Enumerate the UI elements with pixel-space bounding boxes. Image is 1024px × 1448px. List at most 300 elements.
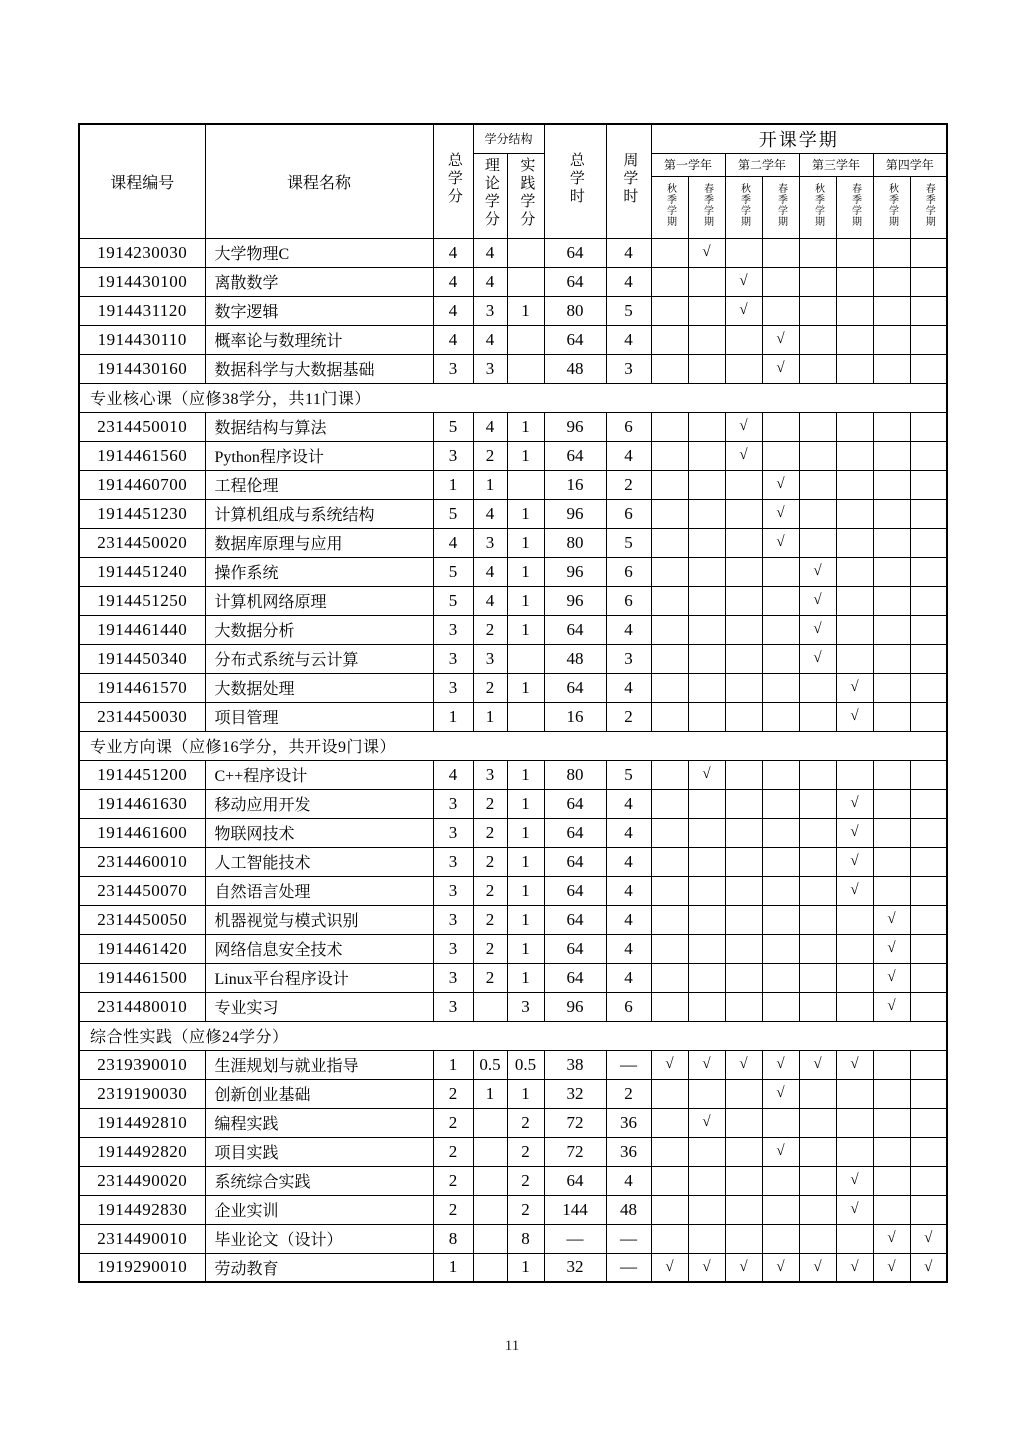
course-id-cell: 2314450020 bbox=[79, 528, 205, 557]
semester-mark-cell bbox=[688, 789, 725, 818]
theory-credits-cell bbox=[473, 1195, 507, 1224]
semester-mark-cell bbox=[799, 1108, 836, 1137]
course-id-cell: 1914492820 bbox=[79, 1137, 205, 1166]
course-id-cell: 2314450010 bbox=[79, 412, 205, 441]
semester-mark-cell bbox=[651, 615, 688, 644]
practice-credits-cell: 1 bbox=[507, 934, 544, 963]
theory-credits-cell: 3 bbox=[473, 296, 507, 325]
header-theory-credits-label: 理论学分 bbox=[482, 157, 499, 229]
course-row bbox=[79, 992, 947, 1021]
semester-mark-cell bbox=[873, 644, 910, 673]
semester-mark-cell bbox=[688, 818, 725, 847]
theory-credits-cell: 1 bbox=[473, 702, 507, 731]
semester-mark-cell: √ bbox=[836, 702, 873, 731]
total-credits-cell: 3 bbox=[433, 905, 473, 934]
semester-mark-cell bbox=[688, 528, 725, 557]
theory-credits-cell: 2 bbox=[473, 615, 507, 644]
course-name-cell: 网络信息安全技术 bbox=[205, 934, 433, 963]
semester-mark-cell bbox=[873, 557, 910, 586]
semester-mark-cell bbox=[873, 1137, 910, 1166]
course-row bbox=[79, 470, 947, 499]
semester-mark-cell bbox=[762, 760, 799, 789]
semester-mark-cell: √ bbox=[836, 1253, 873, 1282]
term-label: 春季学期 bbox=[923, 182, 935, 227]
total-hours-cell: 80 bbox=[544, 528, 606, 557]
course-id-cell: 1914461420 bbox=[79, 934, 205, 963]
course-name-cell: 机器视觉与模式识别 bbox=[205, 905, 433, 934]
header-term-y4-spring bbox=[910, 176, 947, 238]
semester-mark-cell bbox=[688, 412, 725, 441]
theory-credits-cell bbox=[473, 992, 507, 1021]
practice-credits-cell bbox=[507, 644, 544, 673]
semester-mark-cell: √ bbox=[836, 1195, 873, 1224]
total-hours-cell: 80 bbox=[544, 296, 606, 325]
theory-credits-cell: 4 bbox=[473, 267, 507, 296]
semester-mark-cell bbox=[836, 528, 873, 557]
course-name-cell: 专业实习 bbox=[205, 992, 433, 1021]
section-row bbox=[79, 1021, 947, 1050]
term-label: 春季学期 bbox=[701, 182, 713, 227]
semester-mark-cell bbox=[762, 1166, 799, 1195]
semester-mark-cell bbox=[688, 934, 725, 963]
course-id-cell: 1914461560 bbox=[79, 441, 205, 470]
semester-mark-cell bbox=[910, 963, 947, 992]
semester-mark-cell bbox=[651, 1079, 688, 1108]
section-row bbox=[79, 731, 947, 760]
course-name-cell: 计算机组成与系统结构 bbox=[205, 499, 433, 528]
course-name-cell: 生涯规划与就业指导 bbox=[205, 1050, 433, 1079]
course-name-cell: 离散数学 bbox=[205, 267, 433, 296]
semester-mark-cell bbox=[725, 702, 762, 731]
course-name-cell: 工程伦理 bbox=[205, 470, 433, 499]
semester-mark-cell: √ bbox=[873, 905, 910, 934]
semester-mark-cell bbox=[799, 441, 836, 470]
total-credits-cell: 3 bbox=[433, 992, 473, 1021]
semester-mark-cell bbox=[725, 818, 762, 847]
header-year-4: 第四学年 bbox=[873, 153, 947, 176]
semester-mark-cell: √ bbox=[836, 673, 873, 702]
theory-credits-cell bbox=[473, 1253, 507, 1282]
semester-mark-cell bbox=[688, 615, 725, 644]
semester-mark-cell: √ bbox=[799, 615, 836, 644]
total-credits-cell: 3 bbox=[433, 963, 473, 992]
practice-credits-cell: 1 bbox=[507, 876, 544, 905]
course-id-cell: 1919290010 bbox=[79, 1253, 205, 1282]
total-hours-cell: 16 bbox=[544, 702, 606, 731]
course-row bbox=[79, 847, 947, 876]
total-hours-cell: 72 bbox=[544, 1108, 606, 1137]
theory-credits-cell bbox=[473, 1108, 507, 1137]
semester-mark-cell bbox=[688, 470, 725, 499]
course-id-cell: 1914451250 bbox=[79, 586, 205, 615]
semester-mark-cell bbox=[651, 818, 688, 847]
semester-mark-cell bbox=[762, 238, 799, 267]
section-row bbox=[79, 383, 947, 412]
course-row bbox=[79, 528, 947, 557]
total-credits-cell: 4 bbox=[433, 296, 473, 325]
practice-credits-cell: 1 bbox=[507, 615, 544, 644]
semester-mark-cell bbox=[910, 296, 947, 325]
semester-mark-cell bbox=[910, 267, 947, 296]
total-hours-cell: 32 bbox=[544, 1253, 606, 1282]
semester-mark-cell bbox=[762, 992, 799, 1021]
total-hours-cell: 48 bbox=[544, 354, 606, 383]
semester-mark-cell bbox=[873, 238, 910, 267]
semester-mark-cell bbox=[873, 615, 910, 644]
practice-credits-cell: 1 bbox=[507, 905, 544, 934]
course-name-cell: 大数据处理 bbox=[205, 673, 433, 702]
semester-mark-cell bbox=[873, 1195, 910, 1224]
semester-mark-cell bbox=[688, 325, 725, 354]
semester-mark-cell bbox=[725, 470, 762, 499]
semester-mark-cell bbox=[873, 789, 910, 818]
semester-mark-cell bbox=[836, 992, 873, 1021]
semester-mark-cell bbox=[762, 905, 799, 934]
practice-credits-cell bbox=[507, 354, 544, 383]
total-credits-cell: 3 bbox=[433, 354, 473, 383]
semester-mark-cell bbox=[651, 1108, 688, 1137]
semester-mark-cell bbox=[688, 905, 725, 934]
semester-mark-cell bbox=[799, 789, 836, 818]
weekly-hours-cell: 5 bbox=[606, 528, 651, 557]
semester-mark-cell bbox=[725, 586, 762, 615]
weekly-hours-cell: 2 bbox=[606, 1079, 651, 1108]
weekly-hours-cell: 6 bbox=[606, 557, 651, 586]
semester-mark-cell bbox=[799, 267, 836, 296]
total-hours-cell: 96 bbox=[544, 557, 606, 586]
total-hours-cell: 96 bbox=[544, 586, 606, 615]
semester-mark-cell: √ bbox=[725, 267, 762, 296]
semester-mark-cell bbox=[688, 673, 725, 702]
semester-mark-cell bbox=[688, 644, 725, 673]
semester-mark-cell: √ bbox=[762, 1137, 799, 1166]
practice-credits-cell: 1 bbox=[507, 1079, 544, 1108]
practice-credits-cell: 0.5 bbox=[507, 1050, 544, 1079]
semester-mark-cell bbox=[910, 586, 947, 615]
semester-mark-cell bbox=[725, 673, 762, 702]
semester-mark-cell bbox=[688, 557, 725, 586]
semester-mark-cell bbox=[873, 1166, 910, 1195]
semester-mark-cell bbox=[651, 1137, 688, 1166]
weekly-hours-cell: — bbox=[606, 1050, 651, 1079]
semester-mark-cell bbox=[910, 789, 947, 818]
semester-mark-cell bbox=[910, 847, 947, 876]
semester-mark-cell bbox=[762, 702, 799, 731]
weekly-hours-cell: 4 bbox=[606, 963, 651, 992]
semester-mark-cell: √ bbox=[836, 1166, 873, 1195]
header-weekly-hours-label: 周学时 bbox=[621, 151, 638, 206]
course-name-cell: 劳动教育 bbox=[205, 1253, 433, 1282]
semester-mark-cell bbox=[725, 325, 762, 354]
total-hours-cell: 144 bbox=[544, 1195, 606, 1224]
semester-mark-cell bbox=[651, 354, 688, 383]
theory-credits-cell: 3 bbox=[473, 644, 507, 673]
semester-mark-cell bbox=[651, 847, 688, 876]
header-year-3: 第三学年 bbox=[799, 153, 873, 176]
course-row bbox=[79, 615, 947, 644]
course-name-cell: Linux平台程序设计 bbox=[205, 963, 433, 992]
semester-mark-cell bbox=[799, 1195, 836, 1224]
semester-mark-cell bbox=[910, 1166, 947, 1195]
header-course-id: 课程编号 bbox=[79, 124, 205, 238]
practice-credits-cell: 1 bbox=[507, 499, 544, 528]
semester-mark-cell bbox=[651, 789, 688, 818]
semester-mark-cell bbox=[910, 1108, 947, 1137]
practice-credits-cell: 1 bbox=[507, 441, 544, 470]
total-hours-cell: 38 bbox=[544, 1050, 606, 1079]
semester-mark-cell: √ bbox=[688, 1253, 725, 1282]
course-row bbox=[79, 1166, 947, 1195]
weekly-hours-cell: 4 bbox=[606, 847, 651, 876]
course-row bbox=[79, 1195, 947, 1224]
practice-credits-cell: 1 bbox=[507, 760, 544, 789]
header-year-1: 第一学年 bbox=[651, 153, 725, 176]
weekly-hours-cell: 4 bbox=[606, 325, 651, 354]
semester-mark-cell bbox=[725, 238, 762, 267]
semester-mark-cell bbox=[725, 1108, 762, 1137]
practice-credits-cell: 2 bbox=[507, 1195, 544, 1224]
total-hours-cell: 64 bbox=[544, 1166, 606, 1195]
course-row bbox=[79, 354, 947, 383]
semester-mark-cell: √ bbox=[836, 818, 873, 847]
semester-mark-cell bbox=[651, 238, 688, 267]
theory-credits-cell: 4 bbox=[473, 557, 507, 586]
course-id-cell: 2314450050 bbox=[79, 905, 205, 934]
page-number: 11 bbox=[504, 1338, 520, 1354]
course-name-cell: Python程序设计 bbox=[205, 441, 433, 470]
theory-credits-cell: 2 bbox=[473, 963, 507, 992]
semester-mark-cell bbox=[762, 1195, 799, 1224]
course-id-cell: 1914461440 bbox=[79, 615, 205, 644]
course-id-cell: 1914492830 bbox=[79, 1195, 205, 1224]
total-hours-cell: 96 bbox=[544, 412, 606, 441]
semester-mark-cell bbox=[836, 557, 873, 586]
weekly-hours-cell: 4 bbox=[606, 615, 651, 644]
semester-mark-cell: √ bbox=[873, 934, 910, 963]
semester-mark-cell: √ bbox=[725, 1253, 762, 1282]
semester-mark-cell bbox=[725, 528, 762, 557]
total-credits-cell: 3 bbox=[433, 644, 473, 673]
semester-mark-cell bbox=[836, 963, 873, 992]
semester-mark-cell bbox=[910, 499, 947, 528]
semester-mark-cell bbox=[725, 557, 762, 586]
semester-mark-cell bbox=[873, 412, 910, 441]
weekly-hours-cell: 6 bbox=[606, 586, 651, 615]
semester-mark-cell bbox=[799, 1166, 836, 1195]
semester-mark-cell bbox=[651, 586, 688, 615]
practice-credits-cell: 1 bbox=[507, 963, 544, 992]
course-row bbox=[79, 876, 947, 905]
semester-mark-cell bbox=[799, 1224, 836, 1253]
total-credits-cell: 3 bbox=[433, 876, 473, 905]
semester-mark-cell bbox=[651, 267, 688, 296]
total-credits-cell: 1 bbox=[433, 1253, 473, 1282]
theory-credits-cell: 2 bbox=[473, 876, 507, 905]
semester-mark-cell bbox=[910, 934, 947, 963]
total-credits-cell: 4 bbox=[433, 760, 473, 789]
semester-mark-cell bbox=[651, 992, 688, 1021]
semester-mark-cell bbox=[762, 673, 799, 702]
semester-mark-cell bbox=[651, 760, 688, 789]
section-label: 专业方向课（应修16学分，共开设9门课） bbox=[79, 731, 947, 760]
semester-mark-cell bbox=[688, 1079, 725, 1108]
theory-credits-cell: 2 bbox=[473, 934, 507, 963]
semester-mark-cell: √ bbox=[688, 1108, 725, 1137]
curriculum-table bbox=[78, 123, 948, 1283]
course-id-cell: 1914461500 bbox=[79, 963, 205, 992]
total-hours-cell: 64 bbox=[544, 238, 606, 267]
weekly-hours-cell: 36 bbox=[606, 1108, 651, 1137]
total-credits-cell: 3 bbox=[433, 441, 473, 470]
semester-mark-cell bbox=[799, 1079, 836, 1108]
semester-mark-cell: √ bbox=[799, 586, 836, 615]
semester-mark-cell bbox=[836, 615, 873, 644]
semester-mark-cell bbox=[799, 296, 836, 325]
header-weekly-hours bbox=[606, 124, 651, 238]
semester-mark-cell: √ bbox=[725, 412, 762, 441]
total-credits-cell: 2 bbox=[433, 1195, 473, 1224]
weekly-hours-cell: 6 bbox=[606, 412, 651, 441]
semester-mark-cell bbox=[725, 354, 762, 383]
semester-mark-cell bbox=[799, 528, 836, 557]
theory-credits-cell: 2 bbox=[473, 673, 507, 702]
semester-mark-cell: √ bbox=[762, 528, 799, 557]
semester-mark-cell: √ bbox=[799, 1253, 836, 1282]
semester-mark-cell bbox=[651, 673, 688, 702]
semester-mark-cell bbox=[799, 470, 836, 499]
total-hours-cell: 64 bbox=[544, 963, 606, 992]
semester-mark-cell bbox=[688, 702, 725, 731]
course-id-cell: 2319190030 bbox=[79, 1079, 205, 1108]
semester-mark-cell bbox=[836, 267, 873, 296]
theory-credits-cell: 1 bbox=[473, 1079, 507, 1108]
semester-mark-cell: √ bbox=[910, 1224, 947, 1253]
semester-mark-cell bbox=[836, 1079, 873, 1108]
semester-mark-cell bbox=[873, 847, 910, 876]
course-name-cell: 操作系统 bbox=[205, 557, 433, 586]
semester-mark-cell bbox=[762, 644, 799, 673]
semester-mark-cell bbox=[836, 441, 873, 470]
section-label: 专业核心课（应修38学分，共11门课） bbox=[79, 383, 947, 412]
theory-credits-cell: 3 bbox=[473, 354, 507, 383]
semester-mark-cell bbox=[910, 673, 947, 702]
weekly-hours-cell: 3 bbox=[606, 644, 651, 673]
practice-credits-cell: 1 bbox=[507, 557, 544, 586]
weekly-hours-cell: 4 bbox=[606, 934, 651, 963]
course-row bbox=[79, 267, 947, 296]
semester-mark-cell bbox=[873, 673, 910, 702]
course-id-cell: 2319390010 bbox=[79, 1050, 205, 1079]
term-label: 秋季学期 bbox=[664, 182, 676, 227]
course-table-body bbox=[79, 238, 947, 1282]
course-row bbox=[79, 702, 947, 731]
practice-credits-cell: 8 bbox=[507, 1224, 544, 1253]
course-name-cell: 毕业论文（设计） bbox=[205, 1224, 433, 1253]
total-credits-cell: 2 bbox=[433, 1137, 473, 1166]
semester-mark-cell bbox=[873, 876, 910, 905]
semester-mark-cell bbox=[799, 325, 836, 354]
semester-mark-cell bbox=[651, 528, 688, 557]
weekly-hours-cell: 4 bbox=[606, 441, 651, 470]
practice-credits-cell: 2 bbox=[507, 1166, 544, 1195]
semester-mark-cell bbox=[725, 789, 762, 818]
semester-mark-cell bbox=[836, 296, 873, 325]
semester-mark-cell bbox=[762, 557, 799, 586]
course-name-cell: C++程序设计 bbox=[205, 760, 433, 789]
total-credits-cell: 4 bbox=[433, 238, 473, 267]
total-hours-cell: 64 bbox=[544, 905, 606, 934]
semester-mark-cell bbox=[762, 963, 799, 992]
semester-mark-cell bbox=[688, 586, 725, 615]
total-hours-cell: 64 bbox=[544, 325, 606, 354]
semester-mark-cell bbox=[910, 238, 947, 267]
practice-credits-cell bbox=[507, 267, 544, 296]
semester-mark-cell bbox=[651, 470, 688, 499]
total-hours-cell: 96 bbox=[544, 499, 606, 528]
header-total-credits bbox=[433, 124, 473, 238]
semester-mark-cell: √ bbox=[762, 1253, 799, 1282]
theory-credits-cell: 4 bbox=[473, 238, 507, 267]
course-row bbox=[79, 818, 947, 847]
header-course-name: 课程名称 bbox=[205, 124, 433, 238]
semester-mark-cell bbox=[651, 412, 688, 441]
course-id-cell: 2314450030 bbox=[79, 702, 205, 731]
course-name-cell: 系统综合实践 bbox=[205, 1166, 433, 1195]
section-label: 综合性实践（应修24学分） bbox=[79, 1021, 947, 1050]
header-semesters-title: 开课学期 bbox=[651, 124, 947, 153]
semester-mark-cell bbox=[799, 963, 836, 992]
course-name-cell: 数据结构与算法 bbox=[205, 412, 433, 441]
total-credits-cell: 2 bbox=[433, 1079, 473, 1108]
semester-mark-cell bbox=[873, 1108, 910, 1137]
semester-mark-cell bbox=[836, 238, 873, 267]
course-id-cell: 1914430100 bbox=[79, 267, 205, 296]
semester-mark-cell bbox=[799, 702, 836, 731]
semester-mark-cell bbox=[762, 789, 799, 818]
course-row bbox=[79, 905, 947, 934]
semester-mark-cell: √ bbox=[799, 1050, 836, 1079]
semester-mark-cell bbox=[762, 876, 799, 905]
theory-credits-cell: 4 bbox=[473, 325, 507, 354]
semester-mark-cell bbox=[799, 905, 836, 934]
course-name-cell: 计算机网络原理 bbox=[205, 586, 433, 615]
semester-mark-cell bbox=[688, 441, 725, 470]
semester-mark-cell: √ bbox=[651, 1253, 688, 1282]
semester-mark-cell bbox=[651, 934, 688, 963]
semester-mark-cell bbox=[688, 499, 725, 528]
semester-mark-cell: √ bbox=[688, 238, 725, 267]
semester-mark-cell bbox=[762, 441, 799, 470]
header-credit-structure: 学分结构 bbox=[473, 124, 544, 153]
practice-credits-cell: 1 bbox=[507, 586, 544, 615]
practice-credits-cell: 1 bbox=[507, 296, 544, 325]
semester-mark-cell bbox=[799, 412, 836, 441]
theory-credits-cell: 3 bbox=[473, 528, 507, 557]
total-hours-cell: — bbox=[544, 1224, 606, 1253]
course-name-cell: 数据科学与大数据基础 bbox=[205, 354, 433, 383]
semester-mark-cell bbox=[725, 760, 762, 789]
weekly-hours-cell: 5 bbox=[606, 296, 651, 325]
semester-mark-cell: √ bbox=[873, 963, 910, 992]
practice-credits-cell: 1 bbox=[507, 847, 544, 876]
header-term-y4-fall bbox=[873, 176, 910, 238]
header-term-y1-fall bbox=[651, 176, 688, 238]
course-name-cell: 概率论与数理统计 bbox=[205, 325, 433, 354]
course-row bbox=[79, 1224, 947, 1253]
weekly-hours-cell: 4 bbox=[606, 905, 651, 934]
total-credits-cell: 4 bbox=[433, 325, 473, 354]
semester-mark-cell bbox=[725, 992, 762, 1021]
